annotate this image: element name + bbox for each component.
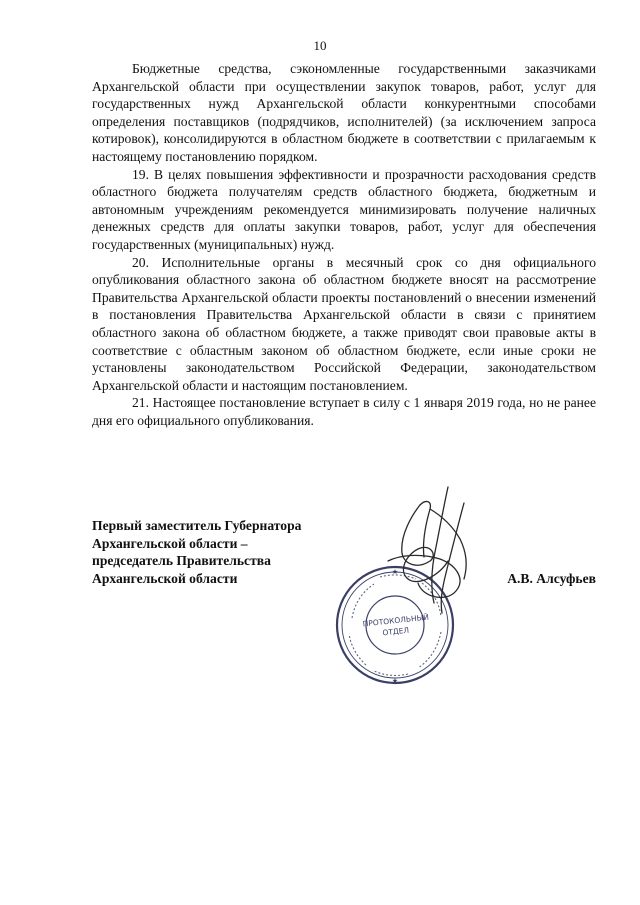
- handwritten-signature: [360, 475, 490, 635]
- position-line: Архангельской области –: [92, 535, 248, 551]
- paragraph-20: 20. Исполнительные органы в месячный срок со дня официального опубликования областного закона об областном бюджете вносят на рассмотрение Правительства Архангельской области проекты постановлений о внесении изменений в постановления Правительства Архангельской области в связи с принятием областного закона об областном бюджете, а также приводят свои правовые акты в соответствие с областным законом об областном бюджете, если иные сроки не установлены законодательством Российской Федерации, законодательством Архангельской области и настоящим постановлением.: [92, 254, 596, 393]
- page-number: 10: [313, 38, 327, 53]
- signature-stroke: [432, 487, 448, 603]
- position-line: Архангельской области: [92, 570, 238, 586]
- signatory-name: А.В. Алсуфьев: [507, 571, 596, 586]
- seal-text-line2: ОТДЕЛ: [381, 625, 410, 638]
- seal-star: ★: [391, 677, 399, 685]
- seal-text-line1: ПРОТОКОЛЬНЫЙ: [362, 612, 430, 629]
- paragraph-savings: Бюджетные средства, сэкономленные государственными заказчиками Архангельской области при осуществлении закупок товаров, работ, услуг для государственных нужд Архангельской области конкурентными способами определения поставщиков (подрядчиков, исполнителей) (за исключением запроса котировок), консолидируются в областном бюджете в соответствии с прилагаемым к настоящему постановлению порядком.: [92, 61, 596, 164]
- position-line: Первый заместитель Губернатора: [92, 518, 302, 533]
- position-line: председатель Правительства: [92, 553, 271, 569]
- paragraph-21: 21. Настоящее постановление вступает в силу с 1 января 2019 года, но не ранее дня его официального опубликования.: [92, 395, 596, 428]
- paragraph-19: 19. В целях повышения эффективности и прозрачности расходования средств областного бюджета получателям средств областного бюджета, бюджетным и автономным учреждениям рекомендуется минимизировать получение наличных денежных средств для оплаты закупки товаров, работ, услуг для обеспечения государственных (муниципальных) нужд.: [92, 166, 596, 252]
- seal-star: ★: [391, 568, 399, 576]
- signature-stroke: [430, 509, 466, 579]
- document-body: [92, 60, 596, 429]
